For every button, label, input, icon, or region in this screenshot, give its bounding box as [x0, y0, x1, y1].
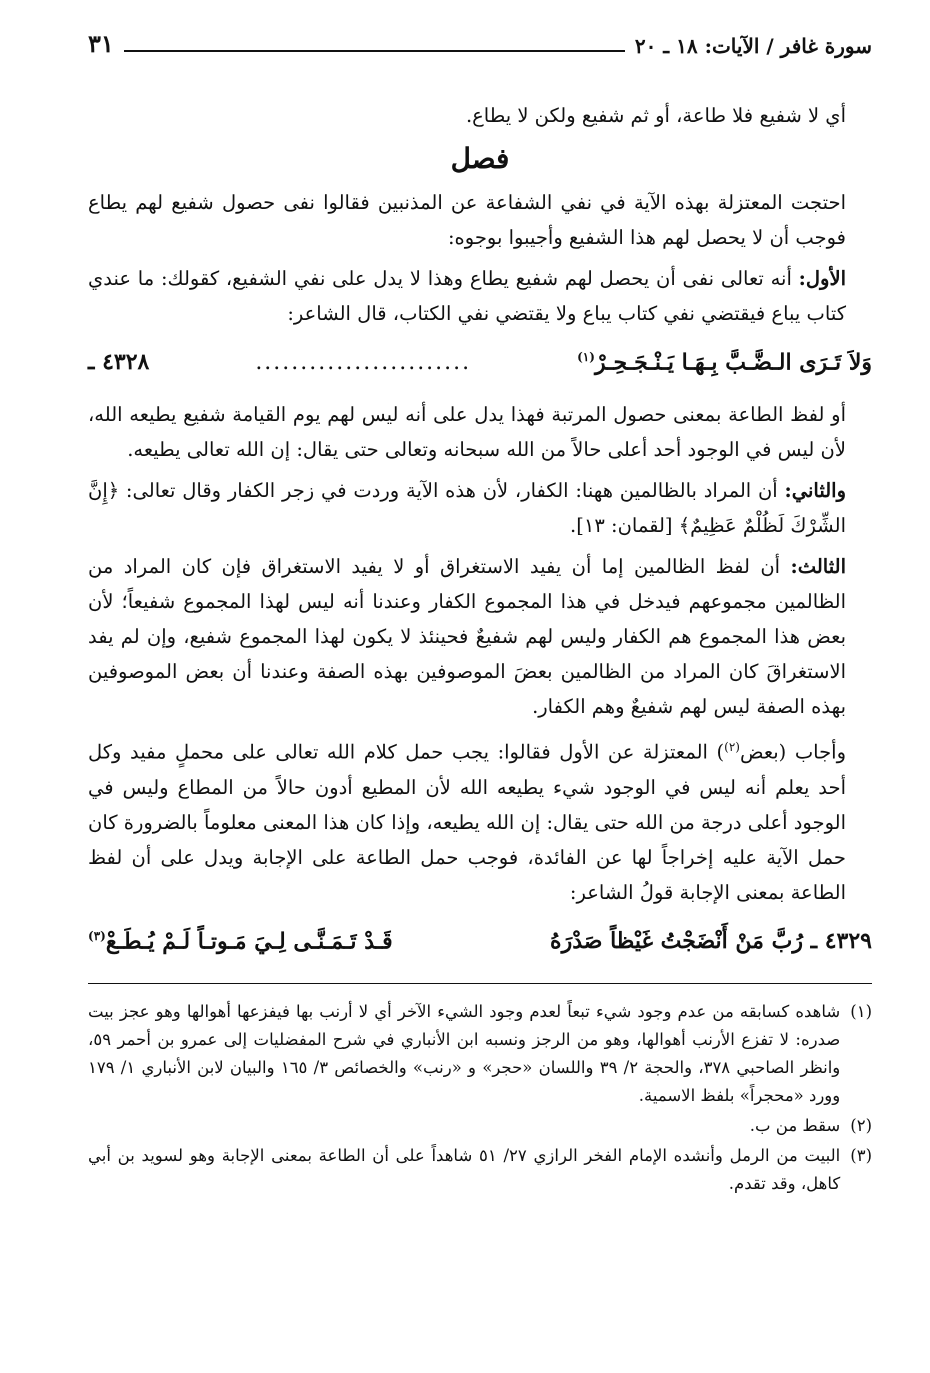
- paragraph-second-answer: [88, 473, 872, 543]
- poetry-verse-4328: [88, 337, 872, 383]
- footnote-number: (٢): [850, 1116, 872, 1136]
- verse-number-text: ٤٣٢٩ ـ: [810, 928, 872, 955]
- third-text: أن لفظ الظالمين إما أن يفيد الاستغراق أو لا يفيد الاستغراق فإن كان المراد من الظالمين مجموعهم فيدخل في هذا المجموع الكفار وعندنا أنه ليس لهذا المجموع شفيعاً؛ لأن بعض هذا المجموع هم الكفار وليس لهم شفيعٌ فحينئذ لا يكون لهذا المجموع شفيع، وإن لم يفد الاستغراقَ كان المراد من الظالمين بعضَ الموصوفين بهذه الصفة وعندنا أن بعض الموصوفين بهذه الصفة ليس لهم شفيعٌ وهم الكفار.: [88, 555, 846, 719]
- verse-first-half: رُبَّ مَنْ أَنْضَجْتُ غَيْظاً صَدْرَهُ: [550, 928, 803, 955]
- verse-dots: ........................: [255, 350, 472, 376]
- footnote-2: [88, 1112, 872, 1140]
- verse-number: [550, 921, 872, 961]
- footnote-ref: (١): [577, 350, 595, 364]
- first-text: أنه تعالى نفى أن يحصل لهم شفيع يطاع وهذا لا يدل على نفي الشفيع، كقولك: ما عندي كتاب يباع فيقتضي نفي كتاب يباع ولا يقتضي نفي الكتاب، قال الشاعر:: [88, 267, 846, 325]
- third-label: الثالث:: [790, 555, 846, 579]
- footnote-text: سقط من ب.: [749, 1116, 841, 1136]
- footnote-3: [88, 1142, 872, 1198]
- reply-before: وأجاب (بعض: [739, 740, 847, 764]
- footnote-number: (١): [850, 1002, 872, 1022]
- poetry-verse-4329: [88, 916, 872, 961]
- paragraph-obedience: أو لفظ الطاعة بمعنى حصول المرتبة فهذا يدل على أنه ليس لهم يوم القيامة شفيع يطيعه الله، لأن ليس في الوجود أحد أعلى حالاً من الله سبحانه وتعالى حتى يقال: إن الله تعالى يطيعه.: [88, 403, 846, 462]
- verse-second-half: [88, 916, 393, 961]
- paragraph-mutazila-reply: [88, 730, 872, 910]
- main-text: [88, 98, 872, 961]
- section-heading: فصل: [450, 142, 510, 175]
- book-page: [88, 28, 872, 1348]
- footnote-separator: [88, 983, 872, 984]
- second-text: أن المراد بالظالمين ههنا: الكفار، لأن هذه الآية وردت في زجر الكفار وقال تعالى: ﴿إِنَّ الشِّرْكَ لَظُلْمٌ عَظِيمٌ﴾ [لقمان: ١٣].: [88, 479, 846, 538]
- verse-text: [577, 337, 872, 382]
- running-header: [88, 28, 872, 58]
- paragraph-third-answer: [88, 549, 872, 724]
- intro-paragraph: أي لا شفيع فلا طاعة، أو ثم شفيع ولكن لا يطاع.: [465, 104, 846, 127]
- footnote-ref: (٣): [88, 928, 106, 943]
- header-title: سورة غافر / الآيات: ١٨ ـ ٢٠: [634, 34, 872, 58]
- footnote-1: [88, 998, 872, 1110]
- second-label: والثاني:: [784, 479, 846, 503]
- header-rule: [124, 50, 625, 52]
- footnote-number: (٣): [850, 1146, 872, 1166]
- page-number: ٣١: [88, 29, 114, 58]
- first-label: الأول:: [798, 267, 846, 290]
- footnote-text: البيت من الرمل وأنشده الإمام الفخر الرازي ٢٧/ ٥١ شاهداً على أن الطاعة بمعنى الإجابة وهو لسويد بن أبي كاهل، وقد تقدم.: [88, 1146, 841, 1194]
- footnote-text: شاهده كسابقه من عدم وجود شيء تبعاً لعدم وجود الشيء الآخر أي لا أرنب بها فيفزعها أهوالها وهو عجز بيت صدره: لا تفزع الأرنب أهوالها، وهو من الرجز ونسبه ابن الأنباري في شرح المفضليات إلى عمرو بن أحمر ٥٩، وانظر الصاحبي ٣٧٨، والحجة ٢/ ٣٩ واللسان «حجر» و «رنب» والخصائص ٣/ ١٦٥ والبيان لابن الأنباري ١/ ١٧٩ وورد «محجراً» بلفظ الاسمية.: [88, 1002, 841, 1106]
- verse-second-half-text: قَـدْ تَـمَـنَّـى لِـيَ مَـوتـاً لَـمْ يُـطَـعْ: [105, 928, 393, 955]
- verse-line: وَلاَ تَـرَى الـضَّـبَّ بِـهَـا يَـنْـجَـحِـرْ: [594, 349, 872, 376]
- paragraph-argument: احتجت المعتزلة بهذه الآية في نفي الشفاعة عن المذنبين فقالوا نفى حصول شفيع لهم يطاع فوجب أن لا يحصل لهم هذا الشفيع وأجيبوا بوجوه:: [88, 191, 846, 249]
- verse-number: ٤٣٢٨ ـ: [88, 349, 150, 376]
- footnote-ref: (٢): [724, 740, 740, 755]
- footnotes: [88, 998, 872, 1198]
- reply-after: ) المعتزلة عن الأول فقالوا: يجب حمل كلام الله تعالى على محملٍ مفيد وكل أحد يعلم أنه ليس في الوجود شيء يطيعه الله لأن المطيع أدون حالاً من المطاع وليس في الوجود أعلى درجة من الله حتى يقال: إن الله يطيعه، وإذا كان هذا المعنى معلوماً بالضرورة كان حمل الآية عليه إخراجاً لها عن الفائدة، فوجب حمل الطاعة على الإجابة ويدل على أن لفظ الطاعة بمعنى الإجابة قولُ الشاعر:: [88, 740, 846, 904]
- paragraph-first-answer: [88, 261, 872, 331]
